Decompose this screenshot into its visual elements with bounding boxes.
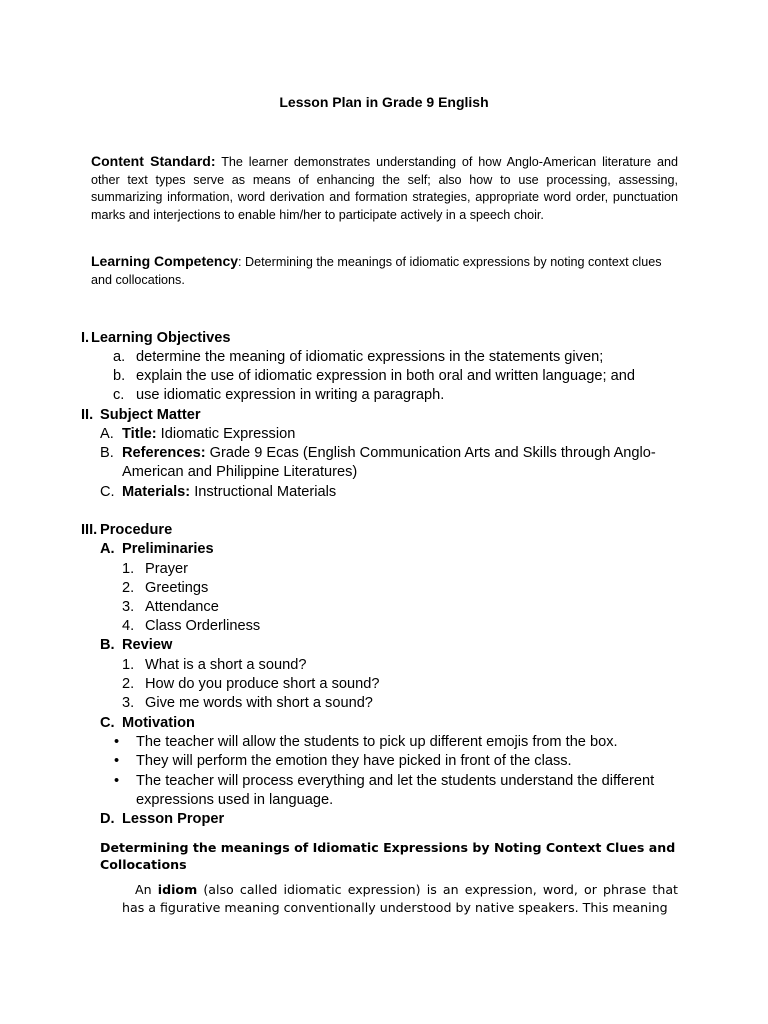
review-item-3: Give me words with short a sound? (145, 695, 373, 711)
prelim-marker-3: 3. (122, 599, 135, 615)
bullet-3: • (114, 773, 120, 789)
idiom-intro-pre: An (135, 882, 158, 897)
subject-marker-a: A. (100, 426, 114, 442)
subject-title-value: Idiomatic Expression (156, 426, 296, 442)
bullet-1: • (114, 734, 120, 750)
prelim-item-2: Greetings (145, 580, 209, 596)
subject-references-value: Grade 9 Ecas (English Communication Arts and Skills through Anglo- (205, 445, 656, 461)
subject-references-label: References: (122, 445, 206, 461)
preliminaries-marker: A. (100, 541, 115, 557)
idiom-intro-post: (also called idiomatic expression) is an expression, word, or phrase that has a figurative meaning conventionally understood by native speakers. This meaning (122, 882, 678, 915)
prelim-marker-2: 2. (122, 580, 135, 596)
content-standard-label: Content Standard: (91, 153, 216, 169)
learning-competency-label: Learning Competency (91, 253, 239, 269)
motivation-marker: C. (100, 715, 115, 731)
section2-heading: Subject Matter (100, 407, 201, 423)
idiom-definition-paragraph (122, 881, 678, 916)
subject-references (122, 444, 656, 463)
subject-materials-label: Materials: (122, 484, 191, 500)
objective-marker-b: b. (113, 368, 126, 384)
motivation-item-3-cont: expressions used in language. (136, 792, 334, 808)
idiom-term: idiom (157, 882, 198, 897)
review-heading: Review (122, 637, 173, 653)
page-title: Lesson Plan in Grade 9 English (279, 94, 489, 110)
section3-marker: III. (81, 522, 98, 538)
objective-marker-a: a. (113, 349, 126, 365)
motivation-item-1: The teacher will allow the students to pick up different emojis from the box. (136, 734, 618, 750)
section3-heading: Procedure (100, 522, 173, 538)
review-item-2: How do you produce short a sound? (145, 676, 380, 692)
objective-c: use idiomatic expression in writing a paragraph. (136, 387, 445, 403)
subject-references-cont: American and Philippine Literatures) (122, 464, 358, 480)
prelim-item-4: Class Orderliness (145, 618, 261, 634)
section1-heading: Learning Objectives (91, 330, 231, 346)
section2-marker: II. (81, 407, 94, 423)
prelim-marker-1: 1. (122, 561, 135, 577)
bullet-2: • (114, 753, 120, 769)
subject-marker-c: C. (100, 484, 115, 500)
prelim-item-3: Attendance (145, 599, 219, 615)
review-marker-1: 1. (122, 657, 135, 673)
learning-competency-text: : Determining the meanings of idiomatic expressions by noting context clues and collocations. (91, 255, 662, 287)
lesson-proper-heading: Lesson Proper (122, 811, 225, 827)
review-item-1: What is a short a sound? (145, 657, 307, 673)
motivation-item-3: The teacher will process everything and let the students understand the different (136, 773, 655, 789)
objective-a: determine the meaning of idiomatic expressions in the statements given; (136, 349, 604, 365)
motivation-heading: Motivation (122, 715, 195, 731)
objective-marker-c: c. (113, 387, 125, 403)
subject-title (122, 425, 295, 444)
subject-marker-b: B. (100, 445, 114, 461)
review-marker-2: 2. (122, 676, 135, 692)
motivation-item-2: They will perform the emotion they have picked in front of the class. (136, 753, 572, 769)
preliminaries-heading: Preliminaries (122, 541, 214, 557)
prelim-marker-4: 4. (122, 618, 135, 634)
content-standard-text: The learner demonstrates understanding of how Anglo-American literature and other text types serve as means of enhancing the self; also how to use processing, assessing, summarizing information, word derivation and formation strategies, appropriate word order, punctuation marks and interjections to enable him/her to participate actively in a speech choir. (91, 155, 678, 222)
content-standard-paragraph (91, 153, 678, 224)
lesson-heading: Determining the meanings of Idiomatic Expressions by Noting Context Clues and Collocations (100, 840, 676, 872)
subject-materials-value: Instructional Materials (190, 484, 337, 500)
review-marker: B. (100, 637, 115, 653)
review-marker-3: 3. (122, 695, 135, 711)
learning-competency-paragraph (91, 253, 678, 289)
section1-marker: I. (81, 330, 90, 346)
prelim-item-1: Prayer (145, 561, 188, 577)
objective-b: explain the use of idiomatic expression in both oral and written language; and (136, 368, 635, 384)
subject-title-label: Title: (122, 426, 157, 442)
subject-materials (122, 483, 336, 502)
lesson-proper-marker: D. (100, 811, 115, 827)
